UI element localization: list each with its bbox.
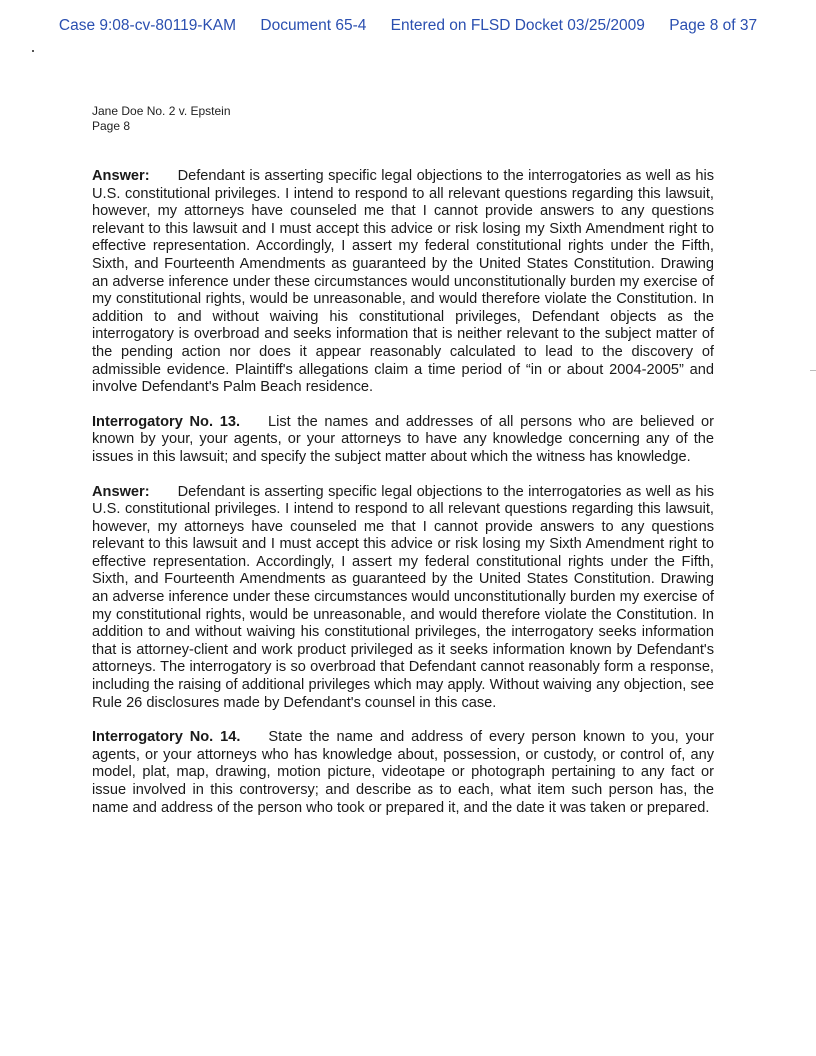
scan-margin-mark <box>810 370 816 371</box>
paragraph-label: Answer: <box>92 168 150 184</box>
paragraph-text: State the name and address of every person known to you, your agents, or your attorneys who has knowledge about, possession, or custody, or control of, any model, plat, map, drawing, motion picture, videotape or photograph pertaining to any fact or issue involved in this controversy; and describe as to each, what item such person has, the name and address of the person who took or prepared it, and the date it was taken or prepared. <box>92 729 714 816</box>
paragraph-text: Defendant is asserting specific legal objections to the interrogatories as well as his U.S. constitutional privileges. I intend to respond to all relevant questions regarding this lawsuit, however, my attorneys have counseled me that I cannot provide answers to any questions relevant to this lawsuit and I must accept this advice or risk losing my Sixth Amendment right to effective representation. Accordingly, I assert my federal constitutional rights under the Fifth, Sixth, and Fourteenth Amendments as guaranteed by the United States Constitution. Drawing an adverse inference under these circumstances would unconstitutionally burden my exercise of my constitutional rights, would be unreasonable, and would therefore violate the Constitution. In addition to and without waiving his constitutional privileges, the interrogatory seeks information that is attorney-client and work product privileged as it seeks information known by Defendant's attorneys. The interrogatory is so overbroad that Defendant cannot reasonably form a response, including the raising of additional privileges which may apply. Without waiving any objection, see Rule 26 disclosures made by Defendant's counsel in this case. <box>92 483 714 711</box>
paragraph-label: Interrogatory No. 14. <box>92 729 241 746</box>
interrogatory-paragraph <box>92 729 714 817</box>
answer-paragraph <box>92 484 714 713</box>
docket-entry: Entered on FLSD Docket 03/25/2009 <box>390 17 645 34</box>
court-filing-stamp <box>0 17 816 35</box>
document-caption <box>92 104 231 134</box>
document-body <box>92 168 714 834</box>
scan-speck <box>32 50 34 52</box>
answer-paragraph <box>92 168 714 397</box>
document-number: Document 65-4 <box>260 17 367 34</box>
interrogatory-paragraph <box>92 414 714 467</box>
caption-title: Jane Doe No. 2 v. Epstein <box>92 104 231 118</box>
case-number: Case 9:08-cv-80119-KAM <box>58 17 237 34</box>
paragraph-text: Defendant is asserting specific legal objections to the interrogatories as well as his U.S. constitutional privileges. I intend to respond to all relevant questions regarding this lawsuit, however, my attorneys have counseled me that I cannot provide answers to any questions relevant to this lawsuit and I must accept this advice or risk losing my Sixth Amendment right to effective representation. Accordingly, I assert my federal constitutional rights under the Fifth, Sixth, and Fourteenth Amendments as guaranteed by the United States Constitution. Drawing an adverse inference under these circumstances would unconstitutionally burden my exercise of my constitutional rights, would be unreasonable, and would therefore violate the Constitution. In addition to and without waiving his constitutional privileges, Defendant objects as the interrogatory is overbroad and seeks information that is neither relevant to the subject matter of the pending action nor does it appear reasonably calculated to lead to the discovery of admissible evidence. Plaintiff's allegations claim a time period of “in or about 2004-2005” and involve Defendant's Palm Beach residence. <box>92 168 714 396</box>
paragraph-label: Answer: <box>92 483 150 500</box>
caption-page: Page 8 <box>92 119 131 133</box>
paragraph-label: Interrogatory No. 13. <box>92 413 240 430</box>
page-count: Page 8 of 37 <box>669 17 758 34</box>
paragraph-text: List the names and addresses of all persons who are believed or known by your, your agents, or your attorneys to have any knowledge concerning any of the issues in this lawsuit; and specify the subject matter about which the witness has knowledge. <box>92 413 714 465</box>
